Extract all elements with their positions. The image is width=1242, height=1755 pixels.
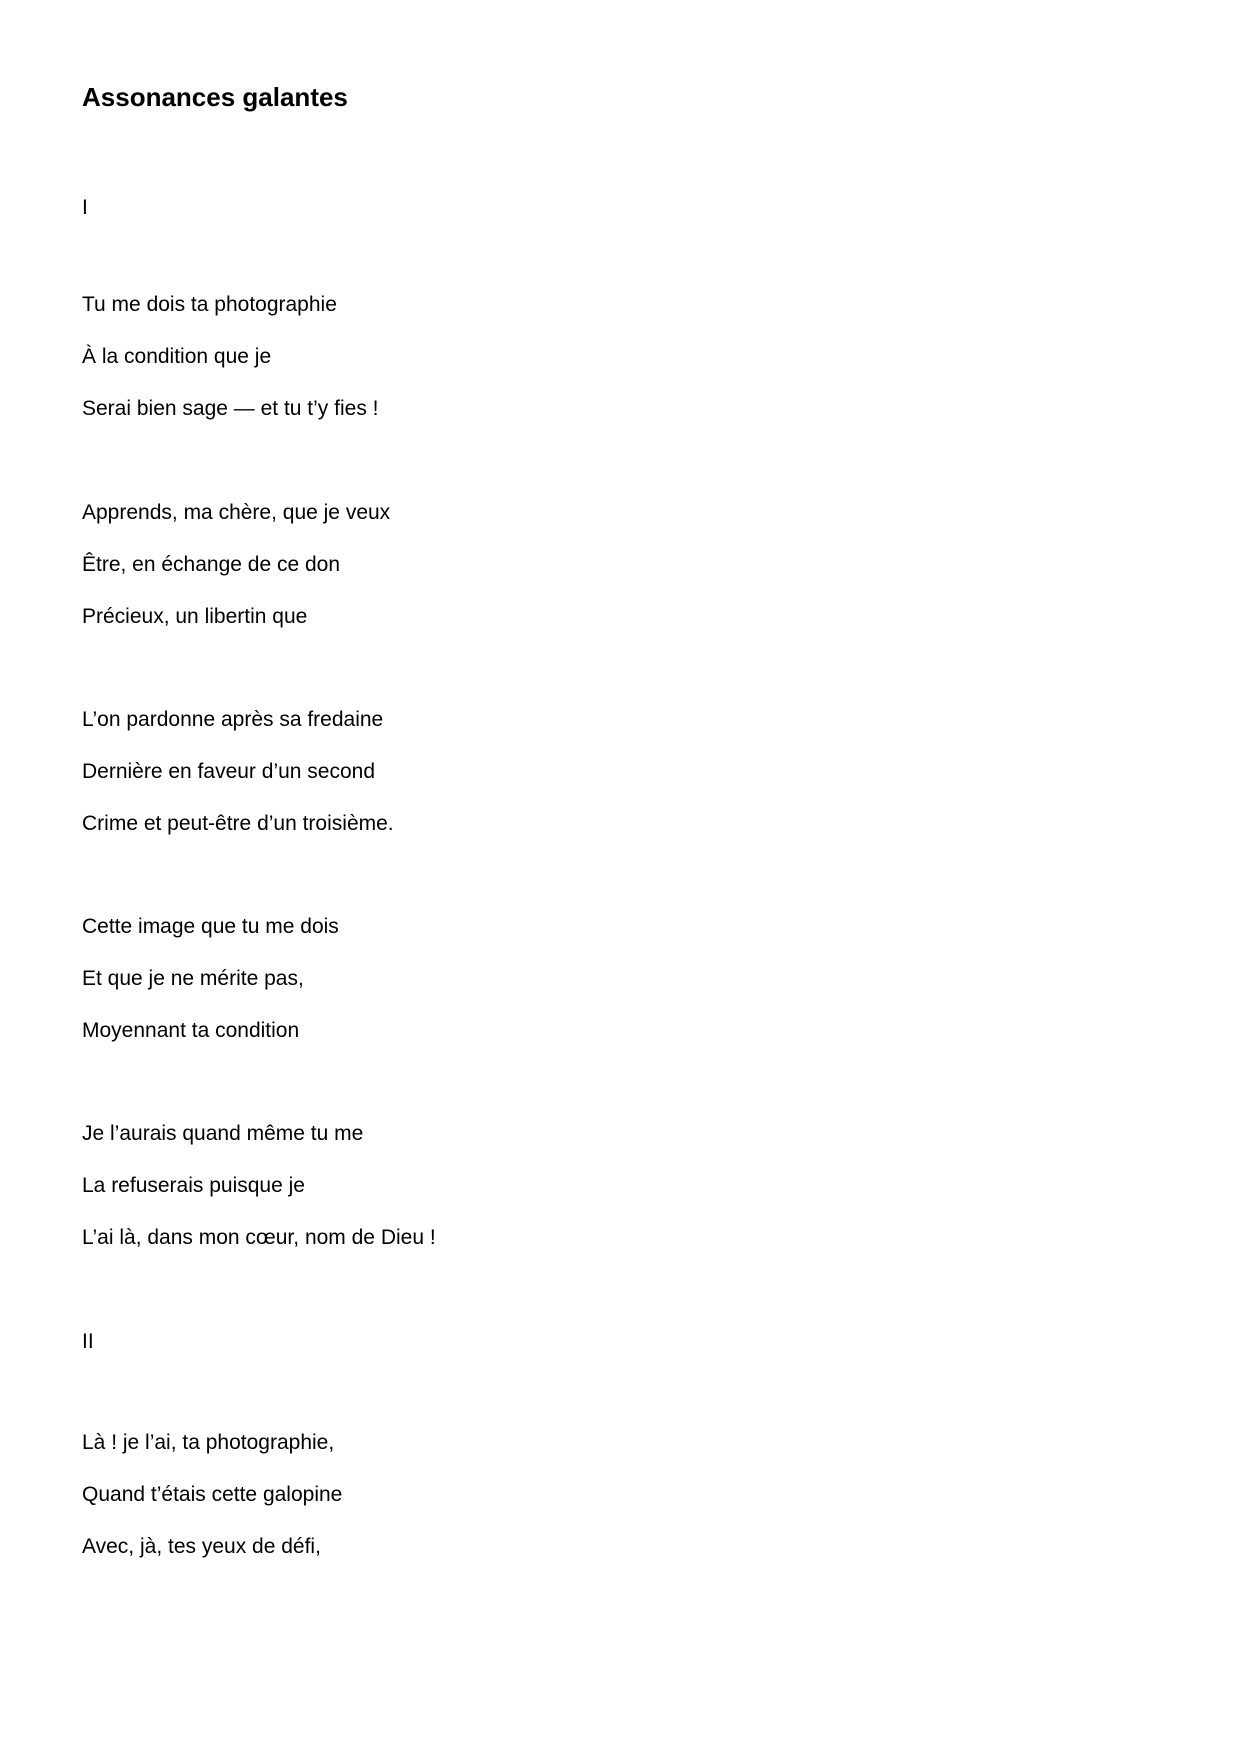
poem-line: Avec, jà, tes yeux de défi,	[82, 1535, 321, 1558]
poem-line: Là ! je l’ai, ta photographie,	[82, 1431, 335, 1454]
poem-line: Quand t’étais cette galopine	[82, 1483, 343, 1506]
section-number-1: I	[82, 196, 88, 219]
poem-line: Serai bien sage — et tu t’y fies !	[82, 397, 379, 420]
poem-line: Je l’aurais quand même tu me	[82, 1122, 364, 1145]
poem-line: Tu me dois ta photographie	[82, 293, 337, 316]
poem-line: L’on pardonne après sa fredaine	[82, 708, 384, 731]
poem-line: L’ai là, dans mon cœur, nom de Dieu !	[82, 1226, 436, 1249]
poem-line: Être, en échange de ce don	[82, 553, 341, 576]
poem-line: Précieux, un libertin que	[82, 605, 308, 628]
poem-line: Apprends, ma chère, que je veux	[82, 501, 391, 524]
poem-line: Dernière en faveur d’un second	[82, 760, 376, 783]
poem-line: Moyennant ta condition	[82, 1019, 300, 1042]
section-number-2: II	[82, 1330, 94, 1353]
poem-line: À la condition que je	[82, 345, 272, 368]
poem-title: Assonances galantes	[82, 82, 348, 112]
poem-line: Cette image que tu me dois	[82, 915, 339, 938]
poem-line: La refuserais puisque je	[82, 1174, 305, 1197]
poem-line: Et que je ne mérite pas,	[82, 967, 304, 990]
poem-line: Crime et peut-être d’un troisième.	[82, 812, 394, 835]
